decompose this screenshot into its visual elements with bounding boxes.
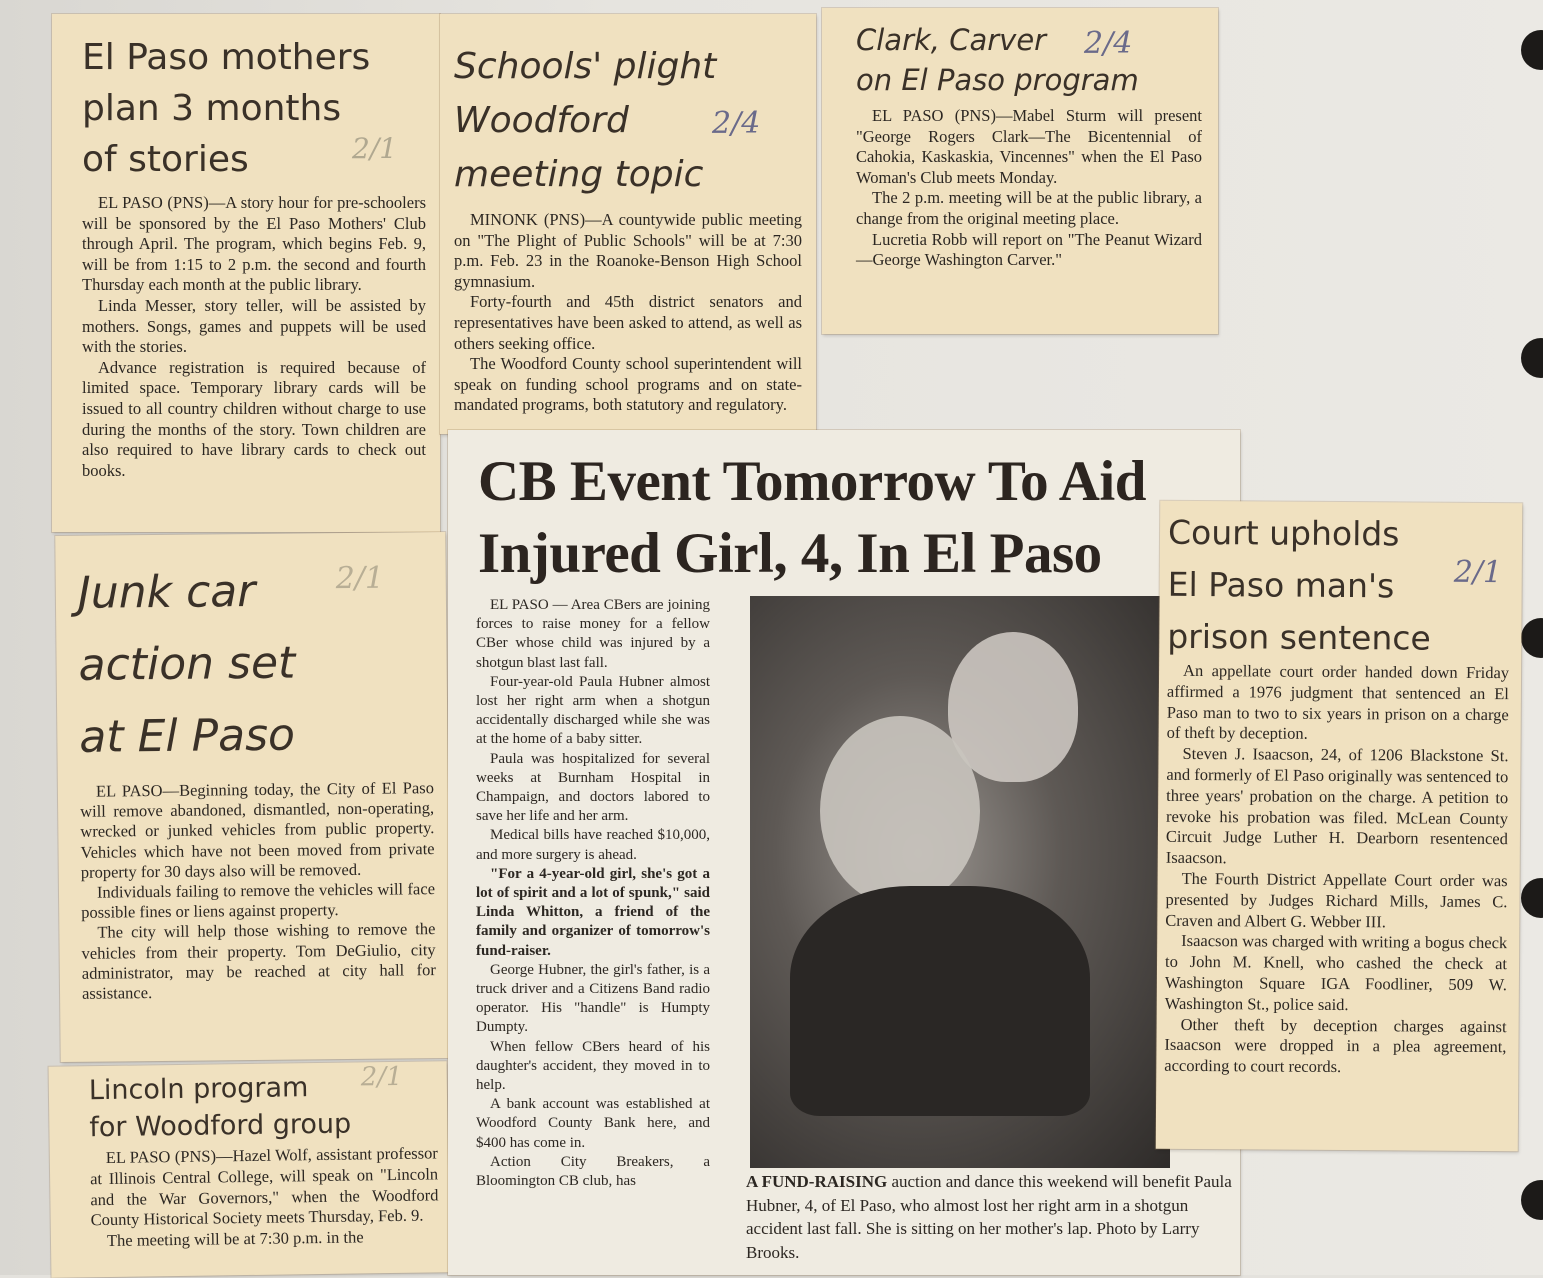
paragraph: EL PASO (PNS)—Hazel Wolf, assistant professor at Illinois Central College, will speak on "Lincoln and the War Governors," when the Woodford County Historical Society meets Thursday, Feb. 9. <box>89 1143 439 1230</box>
photo-figure-child <box>820 716 980 906</box>
headline-line: Court upholds <box>1167 512 1400 554</box>
article-body <box>80 778 436 1004</box>
paragraph: Lucretia Robb will report on "The Peanut Wizard—George Washington Carver." <box>856 229 1202 270</box>
paragraph: EL PASO (PNS)—Mabel Sturm will present "George Rogers Clark—The Bicentennial of Cahokia, Kaskaskia, Vincennes" when the El Paso Woman's Club meets Monday. <box>856 106 1202 187</box>
handwritten-date: 2/1 <box>360 1061 403 1093</box>
article-body <box>476 596 710 1271</box>
handwritten-date: 2/1 <box>1453 554 1503 591</box>
paragraph: Steven J. Isaacson, 24, of 1206 Blackstone St. and formerly of El Paso originally was sentenced to three years' probation on the charge. A petition to revoke his probation was filed. McLean County Circuit Judge Luther H. Dearborn resentenced Isaacson. <box>1165 744 1509 868</box>
paragraph: Action City Breakers, a Bloomington CB club, has <box>476 1153 710 1190</box>
handwritten-date: 2/1 <box>335 560 385 597</box>
clipping-cb-event <box>448 430 1240 1275</box>
paragraph: EL PASO (PNS)—A story hour for pre-schoolers will be sponsored by the El Paso Mothers' Club through April. The program, which begins Feb. 9, will be from 1:15 to 2 p.m. the second and fourth Thursday each month at the public library. <box>82 193 426 295</box>
headline <box>856 20 1202 100</box>
paragraph: The Woodford County school superintendent will speak on funding school programs and on state-mandated programs, both statutory and regulatory. <box>454 354 802 415</box>
paragraph: Other theft by deception charges against Isaacson were dropped in a plea agreement, according to court records. <box>1164 1014 1507 1077</box>
paragraph: George Hubner, the girl's father, is a truck driver and a Citizens Band radio operator. His "handle" is Humpty Dumpty. <box>476 961 710 1036</box>
photo-caption <box>746 1170 1236 1264</box>
headline-line: CB Event Tomorrow To Aid <box>478 450 1146 513</box>
paragraph: The meeting will be at 7:30 p.m. in the <box>106 1227 364 1251</box>
clipping-court <box>1156 501 1523 1152</box>
caption-lead: A FUND-RAISING <box>746 1172 888 1191</box>
headline-line: Junk car <box>77 565 256 619</box>
headline-line: at El Paso <box>79 709 296 763</box>
handwritten-date: 2/4 <box>1084 26 1133 61</box>
paragraph: An appellate court order handed down Friday affirmed a 1976 judgment that sentenced an El Paso man to two to six years in prison on a charge of theft by deception. <box>1166 660 1510 744</box>
paragraph: The 2 p.m. meeting will be at the public library, a change from the original meeting place. <box>856 188 1202 228</box>
headline-line: El Paso man's <box>1167 564 1395 606</box>
headline-line: plan 3 months <box>82 88 342 129</box>
clipping-mothers <box>52 14 440 532</box>
clipping-schools <box>440 14 816 434</box>
headline-line: prison sentence <box>1167 616 1431 658</box>
paragraph: The city will help those wishing to remove the vehicles from their property. Tom DeGiulio, city administrator, may be reached at city hall for assistance. <box>81 919 436 1003</box>
article-body <box>454 210 802 416</box>
article-body <box>82 193 426 481</box>
headline-line: for Woodford group <box>89 1108 352 1144</box>
caption-text: auction and dance this weekend will benefit Paula Hubner, 4, of El Paso, who almost lost her right arm in a shotgun accident last fall. She is sitting on her mother's lap. Photo by Larry Brooks. <box>746 1172 1232 1262</box>
paragraph: Isaacson was charged with writing a bogus check to John M. Knell, who cashed the check at Washington Square IGA Foodliner, 509 W. Washington St., police said. <box>1164 931 1508 1014</box>
news-photo <box>750 596 1170 1168</box>
headline-line: action set <box>78 637 296 691</box>
paragraph: When fellow CBers heard of his daughter's accident, they moved in to help. <box>476 1038 710 1094</box>
article-body <box>1164 661 1509 1079</box>
headline-line: Woodford <box>454 100 629 141</box>
paragraph: MINONK (PNS)—A countywide public meeting on "The Plight of Public Schools" will be at 7:30 p.m. Feb. 23 in the Roanoke-Benson High School gymnasium. <box>454 210 802 291</box>
headline-line: on El Paso program <box>856 63 1139 97</box>
headline-line: meeting topic <box>454 154 704 195</box>
paragraph: A bank account was established at Woodford County Bank here, and $400 has come in. <box>476 1096 710 1151</box>
headline-line: of stories <box>82 139 249 180</box>
handwritten-date: 2/1 <box>352 132 398 165</box>
headline-line: Clark, Carver <box>856 23 1047 57</box>
article-body <box>856 106 1202 271</box>
paragraph: EL PASO—Beginning today, the City of El Paso will remove abandoned, dismantled, non-operating, wrecked or junked vehicles from public property. Vehicles which have not been moved from private property for 30 days also will be removed. <box>80 778 435 882</box>
article-body <box>90 1143 439 1252</box>
paragraph: Linda Messer, story teller, will be assisted by mothers. Songs, games and puppets will be used with the stories. <box>82 295 426 357</box>
paragraph: Four-year-old Paula Hubner almost lost her right arm when a shotgun accidentally discharged while she was at the home of a baby sitter. <box>476 673 710 748</box>
paragraph: The Fourth District Appellate Court order was presented by Judges Richard Mills, James C. Craven and Albert G. Webber III. <box>1165 868 1508 931</box>
headline-line: Injured Girl, 4, In El Paso <box>478 522 1102 585</box>
headline <box>478 446 1146 590</box>
paragraph: Individuals failing to remove the vehicles will face possible fines or liens against property. <box>81 879 436 923</box>
clipping-lincoln <box>49 1061 450 1278</box>
headline-line: Lincoln program <box>88 1072 309 1107</box>
paragraph: Medical bills have reached $10,000, and more surgery is ahead. <box>476 827 710 863</box>
paragraph: Paula was hospitalized for several weeks at Burnham Hospital in Champaign, and doctors labored to save her life and her arm. <box>476 750 710 825</box>
handwritten-date: 2/4 <box>712 106 761 141</box>
paragraph: Advance registration is required because of limited space. Temporary library cards will be issued to all country children without charge to use during the months of the story. Town children are also required to have library cards to check out books. <box>82 357 426 480</box>
paragraph: Forty-fourth and 45th district senators and representatives have been asked to attend, as well as others seeking office. <box>454 292 802 353</box>
paragraph: EL PASO — Area CBers are joining forces to raise money for a fellow CBer whose child was injured by a shotgun blast last fall. <box>476 597 710 671</box>
clipping-clark <box>822 8 1218 334</box>
photo-figure-body <box>790 886 1090 1116</box>
headline-line: Schools' plight <box>454 46 717 87</box>
clipping-junk-car <box>55 532 450 1062</box>
headline-line: El Paso mothers <box>82 37 371 78</box>
quote-paragraph: "For a 4-year-old girl, she's got a lot of spirit and a lot of spunk," said Linda Whitton, a friend of the family and organizer of tomorrow's fund-raiser. <box>476 865 710 959</box>
